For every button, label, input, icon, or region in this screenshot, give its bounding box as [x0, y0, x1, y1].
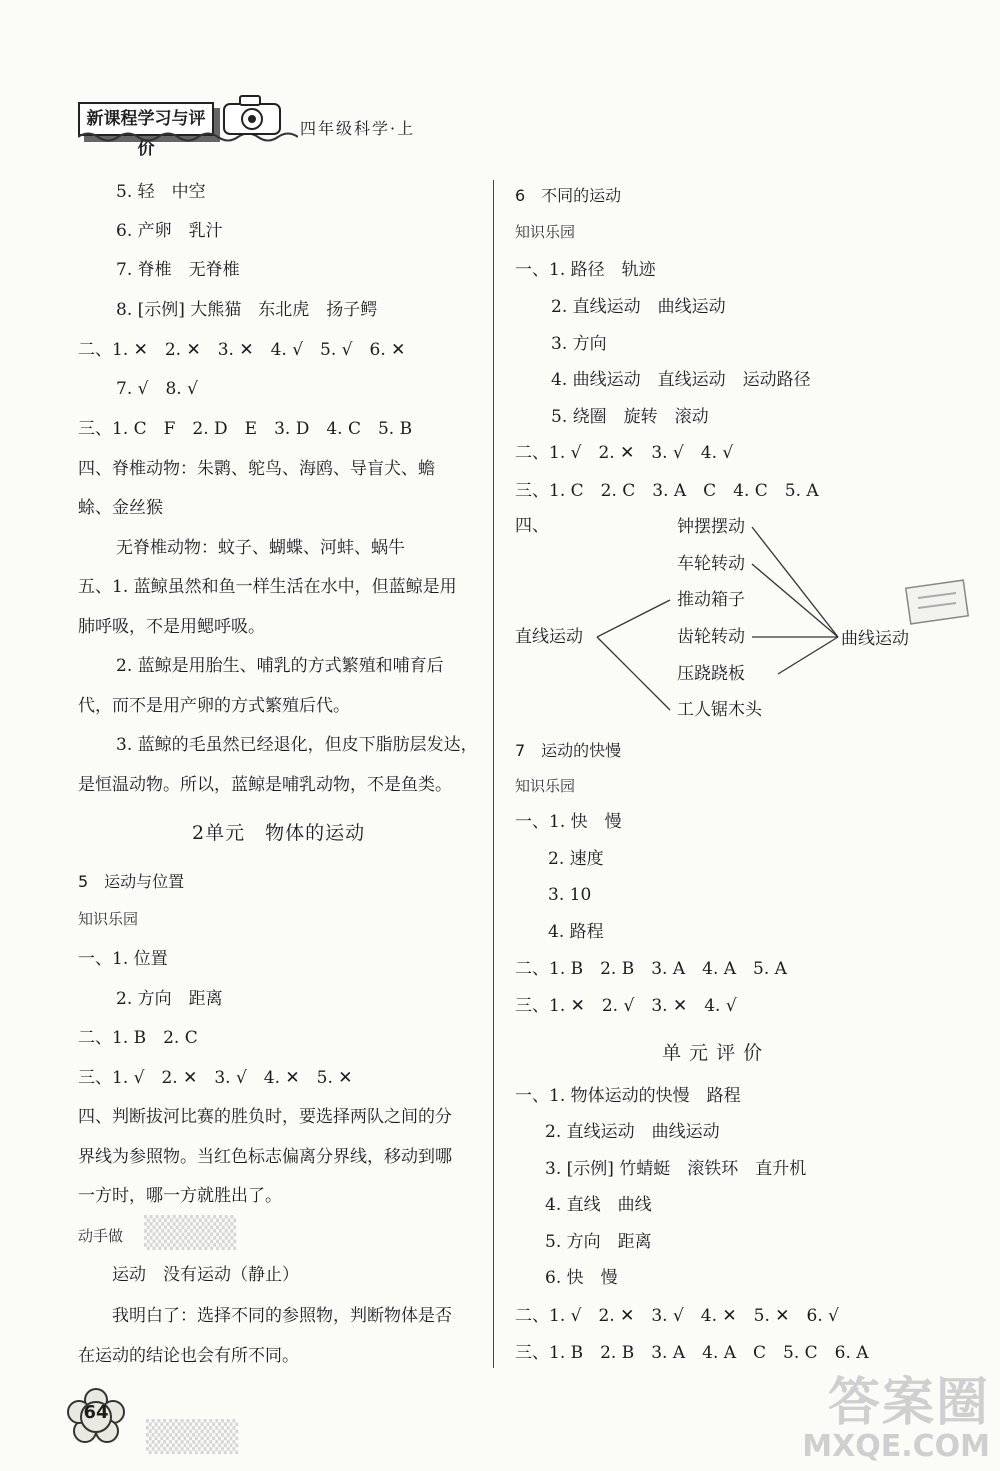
answer-line: 四、脊椎动物：朱鹮、鸵鸟、海鸥、导盲犬、蟾 — [78, 459, 435, 479]
match-item: 钟摆摆动 — [677, 517, 745, 537]
answer-line: 7. 脊椎 无脊椎 — [116, 260, 240, 280]
answer-line: 4. 直线 曲线 — [545, 1195, 652, 1215]
answer-line: 三、1. √ 2. ✕ 3. √ 4. ✕ 5. ✕ — [78, 1068, 353, 1088]
match-left-term: 直线运动 — [515, 627, 583, 647]
answer-line: 6. 快 慢 — [545, 1268, 618, 1288]
camera-icon — [216, 92, 288, 138]
column-divider — [493, 180, 494, 1368]
lesson-title: 5 运动与位置 — [78, 872, 185, 891]
answer-line: 在运动的结论也会有所不同。 — [78, 1346, 299, 1366]
section-label: 知识乐园 — [515, 777, 576, 795]
answer-line: 3. 方向 — [551, 334, 607, 354]
answer-line: 一方时，哪一方就胜出了。 — [78, 1186, 282, 1206]
match-item: 工人锯木头 — [677, 700, 762, 720]
answer-line: 5. 绕圈 旋转 滚动 — [551, 407, 709, 427]
answer-line: 界线为参照物。当红色标志偏离分界线，移动到哪 — [78, 1147, 452, 1167]
lesson-title: 6 不同的运动 — [515, 186, 622, 205]
answer-line: 2. 蓝鲸是用胎生、哺乳的方式繁殖和哺育后 — [116, 656, 444, 676]
answer-line: 五、1. 蓝鲸虽然和鱼一样生活在水中，但蓝鲸是用 — [78, 577, 457, 597]
answer-line: 二、1. √ 2. ✕ 3. √ 4. ✕ 5. ✕ 6. √ — [515, 1306, 839, 1326]
answer-line: 四、判断拔河比赛的胜负时，要选择两队之间的分 — [78, 1107, 452, 1127]
answer-line: 2. 方向 距离 — [116, 989, 223, 1009]
answer-line: 4. 路程 — [548, 922, 604, 942]
answer-line: 一、1. 路径 轨迹 — [515, 260, 656, 280]
faded-stamp: ▒▒▒▒ — [146, 1420, 239, 1455]
answer-line: 二、1. B 2. C — [78, 1028, 198, 1048]
grade-subject: 四年级科学·上 — [300, 119, 416, 138]
answer-line: 三、1. C 2. C 3. A C 4. C 5. A — [515, 481, 819, 501]
answer-line: 三、1. ✕ 2. √ 3. ✕ 4. √ — [515, 996, 737, 1016]
answer-line: 代，而不是用产卵的方式繁殖后代。 — [78, 696, 350, 716]
watermark — [802, 1375, 990, 1463]
answer-line: 4. 曲线运动 直线运动 运动路径 — [551, 370, 811, 390]
answer-line: 一、1. 快 慢 — [515, 812, 622, 832]
faded-stamp: ▒▒▒▒ — [144, 1216, 237, 1251]
section-label: 动手做 — [78, 1227, 124, 1245]
answer-line: 3. 10 — [548, 885, 592, 905]
answer-line: 一、1. 位置 — [78, 949, 168, 969]
answer-line: 2. 直线运动 曲线运动 — [551, 297, 726, 317]
match-right-term: 曲线运动 — [841, 629, 909, 649]
answer-line: 6. 产卵 乳汁 — [116, 221, 223, 241]
section-label: 知识乐园 — [515, 223, 576, 241]
answer-line: 3. [示例] 竹蜻蜓 滚铁环 直升机 — [545, 1159, 807, 1179]
page-number: 64 — [83, 1402, 109, 1423]
answer-line: 2. 速度 — [548, 849, 604, 869]
answer-line: 3. 蓝鲸的毛虽然已经退化，但皮下脂肪层发达， — [116, 735, 478, 755]
match-item: 压跷跷板 — [677, 664, 745, 684]
answer-line: 肺呼吸，不是用鳃呼吸。 — [78, 617, 265, 637]
answer-line: 5. 方向 距离 — [545, 1232, 652, 1252]
match-item: 车轮转动 — [677, 554, 745, 574]
answer-line: 蜍、金丝猴 — [78, 498, 163, 518]
match-label: 四、 — [515, 516, 549, 536]
book-title: 新课程学习与评价 — [78, 102, 214, 136]
answer-line: 三、1. C F 2. D E 3. D 4. C 5. B — [78, 419, 413, 439]
answer-line: 5. 轻 中空 — [116, 182, 206, 202]
section-label: 知识乐园 — [78, 910, 139, 928]
unit-eval-title: 单 元 评 价 — [662, 1042, 764, 1064]
match-item: 推动箱子 — [677, 590, 745, 610]
match-item: 齿轮转动 — [677, 627, 745, 647]
watermark-url: MXQE.COM — [802, 1429, 990, 1464]
unit-title: 2单元 物体的运动 — [192, 822, 366, 844]
answer-line: 二、1. √ 2. ✕ 3. √ 4. √ — [515, 443, 734, 463]
lesson-title: 7 运动的快慢 — [515, 741, 622, 760]
answer-line: 7. √ 8. √ — [116, 379, 198, 399]
answer-line: 无脊椎动物：蚊子、蝴蝶、河蚌、蜗牛 — [116, 538, 405, 558]
answer-line: 我明白了：选择不同的参照物，判断物体是否 — [112, 1306, 452, 1326]
answer-line: 2. 直线运动 曲线运动 — [545, 1122, 720, 1142]
answer-line: 运动 没有运动（静止） — [112, 1265, 299, 1285]
answer-line: 三、1. B 2. B 3. A 4. A C 5. C 6. A — [515, 1343, 869, 1363]
answer-line: 二、1. B 2. B 3. A 4. A 5. A — [515, 959, 787, 979]
stamp-sticker-icon — [902, 578, 972, 626]
answer-line: 一、1. 物体运动的快慢 路程 — [515, 1086, 741, 1106]
answer-line: 二、1. ✕ 2. ✕ 3. ✕ 4. √ 5. √ 6. ✕ — [78, 340, 406, 360]
watermark-logo-text: 答案圈 — [827, 1373, 990, 1433]
answer-line: 是恒温动物。所以，蓝鲸是哺乳动物，不是鱼类。 — [78, 775, 452, 795]
answer-line: 8. [示例] 大熊猫 东北虎 扬子鳄 — [116, 300, 378, 320]
